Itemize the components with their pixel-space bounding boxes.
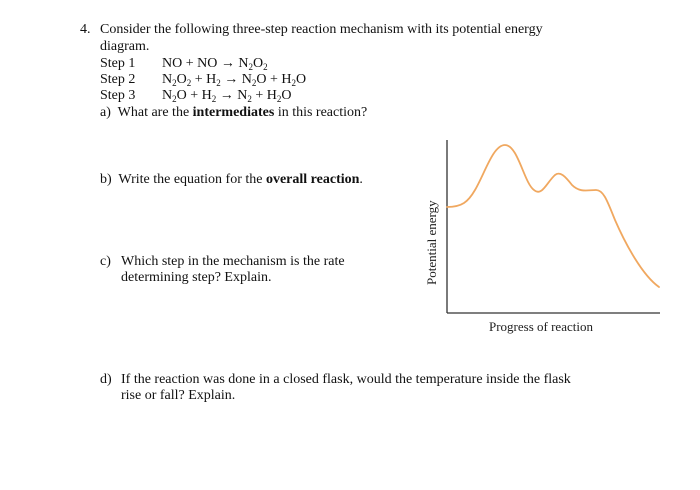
part-b-letter: b) bbox=[100, 172, 112, 187]
step-2-label: Step 2 bbox=[100, 72, 136, 87]
part-b: b) Write the equation for the overall reaction. bbox=[100, 172, 363, 187]
part-c-line1: Which step in the mechanism is the rate bbox=[121, 254, 345, 269]
potential-energy-diagram bbox=[410, 135, 680, 345]
x-axis-label: Progress of reaction bbox=[489, 319, 593, 334]
step-3-label: Step 3 bbox=[100, 88, 136, 103]
question-number: 4. bbox=[80, 22, 91, 37]
y-axis-label: Potential energy bbox=[424, 200, 439, 285]
question-intro-line2: diagram. bbox=[100, 39, 150, 54]
question-intro-line1: Consider the following three-step reaction mechanism with its potential energy bbox=[100, 22, 543, 37]
part-d-letter: d) bbox=[100, 372, 112, 387]
part-d-line2: rise or fall? Explain. bbox=[121, 388, 236, 403]
energy-curve bbox=[447, 145, 659, 287]
part-b-bold: overall reaction bbox=[265, 172, 360, 187]
part-c-line2: determining step? Explain. bbox=[121, 270, 272, 285]
step-1-equation: NO + NO → $N_2O_2$ bbox=[162, 56, 268, 72]
step-3-equation: $N_2O + H_2 \to N_2 + H_2O$ bbox=[162, 88, 292, 104]
part-a-bold: intermediates bbox=[192, 105, 275, 120]
part-a: a) What are the intermediates in this reaction? bbox=[100, 105, 368, 120]
step-1-label: Step 1 bbox=[100, 56, 136, 71]
part-c-letter: c) bbox=[100, 254, 111, 269]
part-a-letter: a) bbox=[100, 105, 111, 120]
step-2-equation: $N_2O_2 + H_2 \to N_2O + H_2O$ bbox=[162, 72, 307, 88]
part-d-line1: If the reaction was done in a closed flask, would the temperature inside the flask bbox=[121, 372, 571, 387]
